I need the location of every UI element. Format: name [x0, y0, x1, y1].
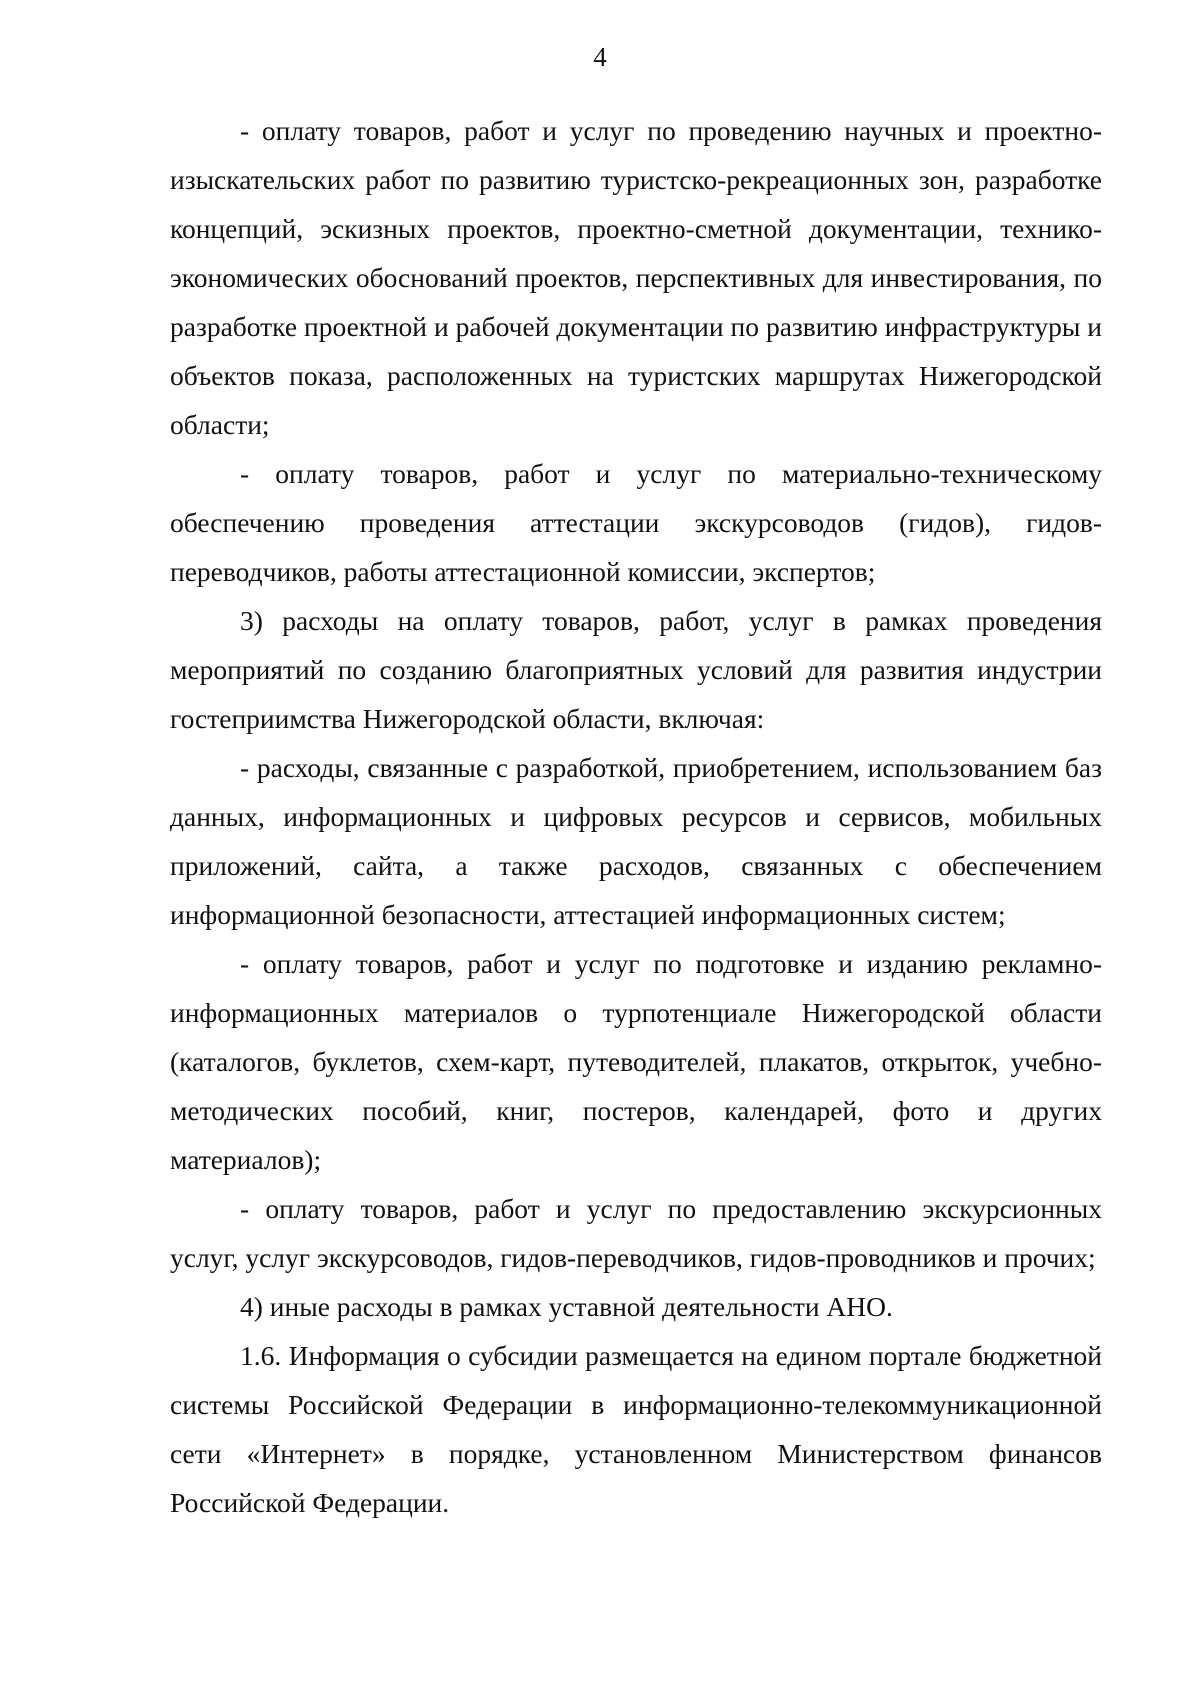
paragraph-advertising-materials: - оплату товаров, работ и услуг по подготовке и изданию рекламно-информационных материалов о турпотенциале Нижегородской области (каталогов, буклетов, схем-карт, путеводителей, плакатов, открыток, учебно-методических пособий, книг, постеров, календарей, фото и других материалов); [170, 948, 1102, 1175]
document-body [170, 106, 1102, 1527]
paragraph-excursion-services: - оплату товаров, работ и услуг по предоставлению экскурсионных услуг, услуг экскурсоводов, гидов-переводчиков, гидов-проводников и прочих; [170, 1193, 1102, 1273]
paragraph-attestation-payment: - оплату товаров, работ и услуг по материально-техническому обеспечению проведения аттестации экскурсоводов (гидов), гидов-переводчиков, работы аттестационной комиссии, экспертов; [170, 458, 1102, 587]
page-number: 4 [593, 42, 607, 72]
paragraph-hospitality-expenses: 3) расходы на оплату товаров, работ, услуг в рамках проведения мероприятий по созданию благоприятных условий для развития индустрии гостеприимства Нижегородской области, включая: [170, 605, 1102, 734]
paragraph-research-payment: - оплату товаров, работ и услуг по проведению научных и проектно-изыскательских работ по развитию туристско-рекреационных зон, разработке концепций, эскизных проектов, проектно-сметной документации, технико-экономических обоснований проектов, перспективных для инвестирования, по разработке проектной и рабочей документации по развитию инфраструктуры и объектов показа, расположенных на туристских маршрутах Нижегородской области; [170, 115, 1102, 440]
paragraph-subsidy-information: 1.6. Информация о субсидии размещается на едином портале бюджетной системы Российской Федерации в информационно-телекоммуникационной сети «Интернет» в порядке, установленном Министерством финансов Российской Федерации. [170, 1340, 1102, 1518]
paragraph-digital-resources: - расходы, связанные с разработкой, приобретением, использованием баз данных, информационных и цифровых ресурсов и сервисов, мобильных приложений, сайта, а также расходов, связанных с обеспечением информационной безопасности, аттестацией информационных систем; [170, 752, 1102, 930]
paragraph-other-expenses: 4) иные расходы в рамках уставной деятельности АНО. [240, 1291, 893, 1322]
